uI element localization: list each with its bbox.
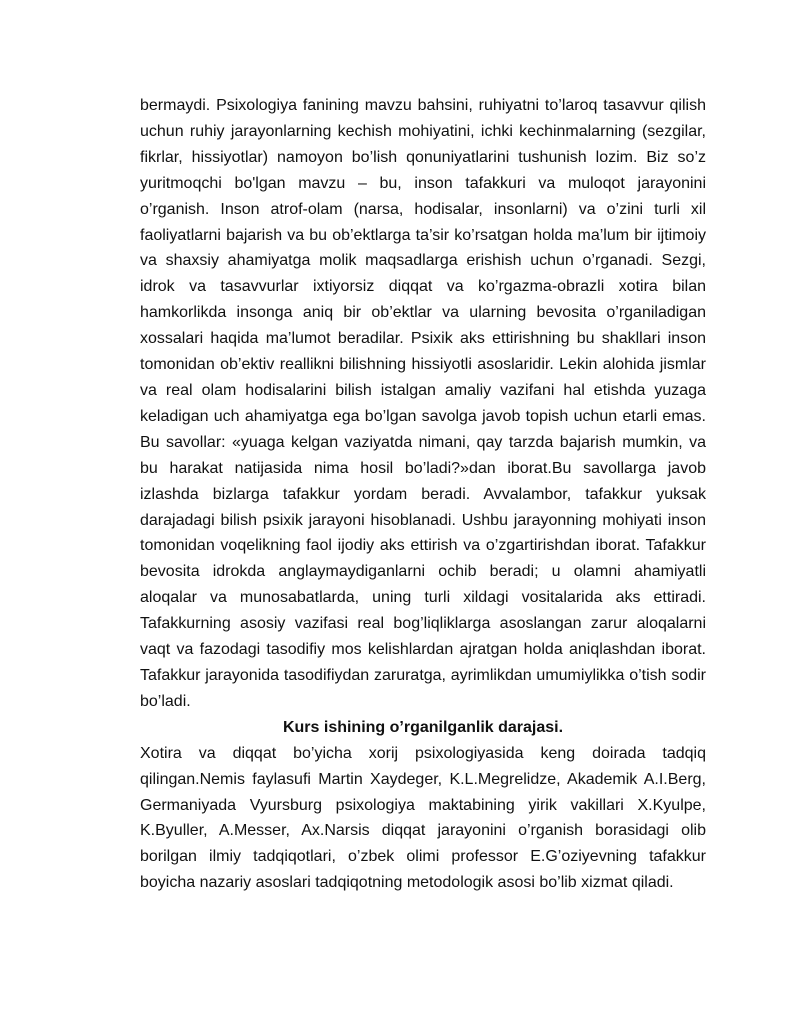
paragraph-research-level: Xotira va diqqat bo’yicha xorij psixologiyasida keng doirada tadqiq qilingan.Nemis faylasufi Martin Xaydeger, K.L.Megrelidze, Akademik A.I.Berg, Germaniyada Vyursburg psixologiya maktabining yirik vakillari X.Kyulpe, K.Byuller, A.Messer, Ax.Narsis diqqat jarayonini o’rganish borasidagi olib borilgan ilmiy tadqiqotlari, o’zbek olimi professor E.G’oziyevning tafakkur boyicha nazariy asoslari tadqiqotning metodologik asosi bo’lib xizmat qiladi. [140, 744, 706, 892]
section-heading: Kurs ishining o’rganilganlik darajasi. [282, 718, 564, 736]
document-body [140, 93, 706, 896]
paragraph-intro: bermaydi. Psixologiya fanining mavzu bahsini, ruhiyatni to’laroq tasavvur qilish uchun ruhiy jarayonlarning kechish mohiyatini, ichki kechinmalarning (sezgilar, fikrlar, hissiyotlar) namoyon bo’lish qonuniyatlarini tushunish lozim. Biz so’z yuritmoqchi bo'lgan mavzu – bu, inson tafakkuri va muloqot jarayonini o’rganish. Inson atrof-olam (narsa, hodisalar, insonlarni) va o’zini turli xil faoliyatlarni bajarish va bu ob’ektlarga ta’sir ko’rsatgan holda ma’lum bir ijtimoiy va shaxsiy ahamiyatga molik maqsadlarga erishish uchun o’rganadi. Sezgi, idrok va tasavvurlar ixtiyorsiz diqqat va ko’rgazma-obrazli xotira bilan hamkorlikda insonga aniq bir ob’ektlar va ularning bevosita o’rganiladigan xossalari haqida ma’lumot beradilar. Psixik aks ettirishning bu shakllari inson tomonidan ob’ektiv reallikni bilishning hissiyotli asoslaridir. Lekin alohida jismlar va real olam hodisalarini bilish istalgan amaliy vazifani hal etishda yuzaga keladigan uch ahamiyatga ega bo’lgan savolga javob topish uchun etarli emas. Bu savollar: «yuaga kelgan vaziyatda nimani, qay tarzda bajarish mumkin, va bu harakat natijasida nima hosil bo’ladi?»dan iborat.Bu savollarga javob izlashda bizlarga tafakkur yordam beradi. Avvalambor, tafakkur yuksak darajadagi bilish psixik jarayoni hisoblanadi. Ushbu jarayonning mohiyati inson tomonidan voqelikning faol ijodiy aks ettirish va o’zgartirishdan iborat. Tafakkur bevosita idrokda anglaymaydiganlarni ochib beradi; u olamni ahamiyatli aloqalar va munosabatlarda, uning turli xildagi vositalarida aks ettiradi. Tafakkurning asosiy vazifasi real bog’liqliklarga asoslangan zarur aloqalarni vaqt va fazodagi tasodifiy mos kelishlardan ajratgan holda aniqlashdan iborat. Tafakkur jarayonida tasodifiydan zaruratga, ayrimlikdan umumiylikka o’tish sodir bo’ladi. [140, 97, 706, 710]
